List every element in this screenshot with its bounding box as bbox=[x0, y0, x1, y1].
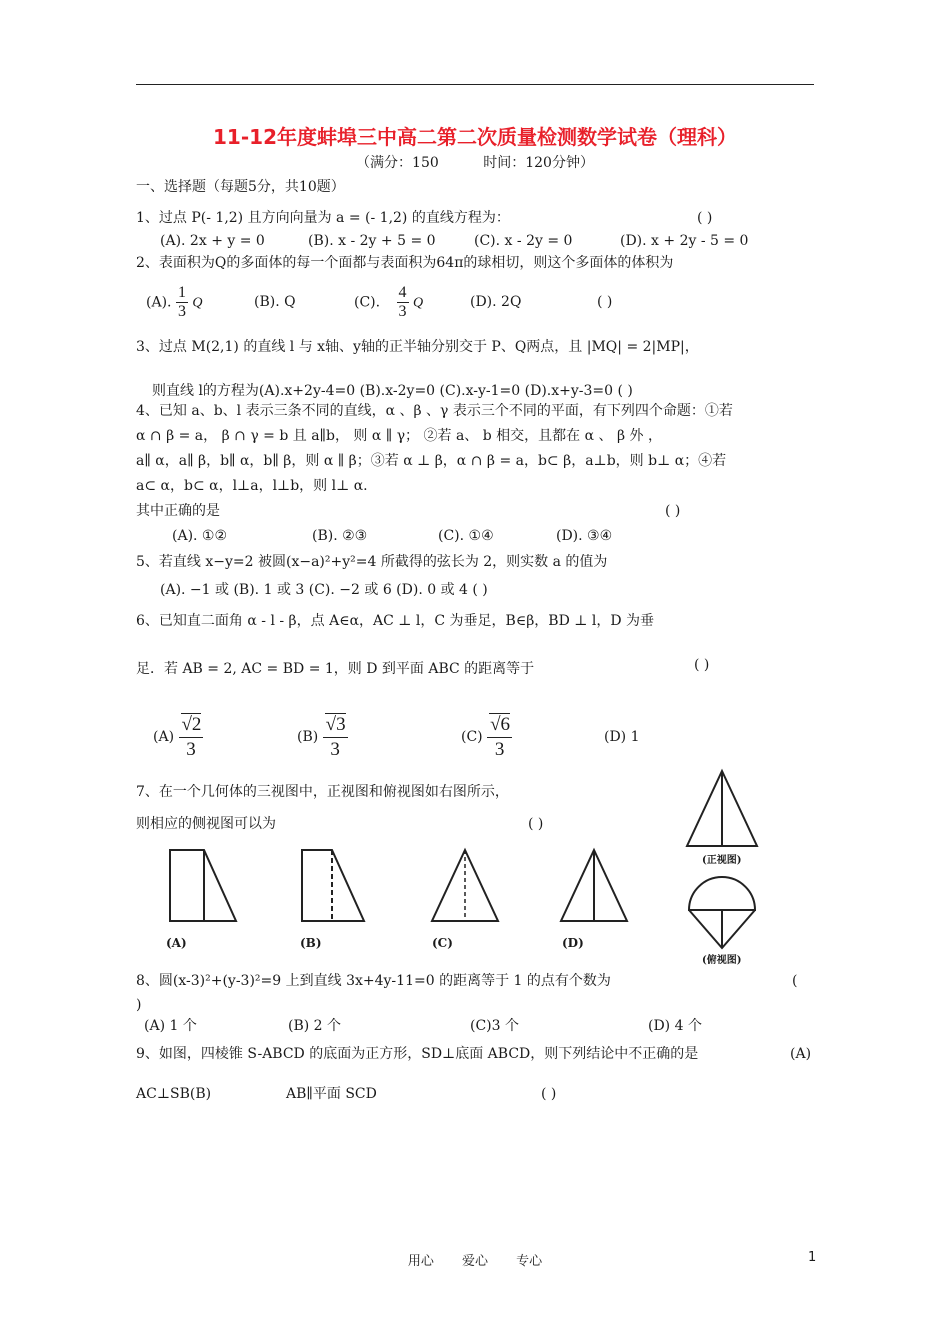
q7-answer-paren: ( ) bbox=[528, 816, 544, 832]
q4-answer-paren: ( ) bbox=[665, 503, 681, 519]
page-number: 1 bbox=[808, 1250, 817, 1265]
q4-line-2: α ∩ β = a， β ∩ γ = b 且 a∥b， 则 α ∥ γ； ②若 a、 b 相交，且都在 α 、 β 外 ， bbox=[136, 428, 662, 444]
q8-paren-open: ( bbox=[792, 973, 798, 989]
q4-option-d: (D). ③④ bbox=[556, 528, 613, 544]
q7-label-a: (A) bbox=[166, 936, 187, 950]
q1-option-a: (A). 2x + y = 0 bbox=[160, 233, 265, 249]
q6-line-1: 6、已知直二面角 α - l - β，点 A∈α，AC ⊥ l，C 为垂足，B∈β，BD ⊥ l，D 为垂 bbox=[136, 613, 655, 629]
q6-c-fraction: $\frac{√6}{3}$ bbox=[487, 713, 512, 762]
q2-option-d: (D). 2Q bbox=[470, 294, 522, 310]
q7-figure-b bbox=[292, 845, 382, 925]
q6-option-d: (D) 1 bbox=[604, 729, 640, 745]
q2-option-a: (A). $\frac{1}{3}$ Q bbox=[146, 284, 203, 320]
q7-figure-c bbox=[425, 845, 515, 925]
q7-front-view-label: (正视图) bbox=[702, 855, 742, 866]
q9-option-a-b: AC⊥SB(B) bbox=[136, 1086, 212, 1102]
q8-option-a: (A) 1 个 bbox=[144, 1018, 197, 1034]
exam-subtitle bbox=[0, 152, 950, 172]
q3-options: 则直线 l的方程为(A).x+2y-4=0 (B).x-2y=0 (C).x-y-1=0 (D).x+y-3=0 ( ) bbox=[152, 383, 633, 399]
q8-option-c: (C)3 个 bbox=[470, 1018, 519, 1034]
page-footer: 用心 爱心 专心 bbox=[407, 1254, 543, 1269]
q4-line-3: a∥ α，a∥ β，b∥ α，b∥ β，则 α ∥ β；③若 α ⊥ β，α ∩ β = a，b⊂ β，a⊥b，则 b⊥ α；④若 bbox=[136, 453, 727, 469]
q8-paren-close: ) bbox=[136, 997, 142, 1013]
q4-line-5: 其中正确的是 bbox=[136, 503, 220, 519]
q7-figure-a bbox=[160, 845, 250, 925]
q2-stem: 2、表面积为Q的多面体的每一个面都与表面积为64π的球相切，则这个多面体的体积为 bbox=[136, 255, 674, 271]
q6-line-2: 足．若 AB = 2, AC = BD = 1，则 D 到平面 ABC 的距离等于 bbox=[136, 661, 535, 677]
q9-option-a-label: (A) bbox=[790, 1046, 812, 1062]
q2-option-c: (C). $\frac{4}{3}$ Q bbox=[354, 284, 424, 320]
q8-stem: 8、圆(x-3)²+(y-3)²=9 上到直线 3x+4y-11=0 的距离等于 1 的点有个数为 bbox=[136, 973, 611, 989]
full-marks: （满分：150 bbox=[356, 155, 439, 171]
q2-option-b: (B). Q bbox=[254, 294, 296, 310]
q6-option-c: (C) $\frac{√6}{3}$ bbox=[461, 713, 511, 760]
q1-stem: 1、过点 P(- 1,2) 且方向向量为 a = (- 1,2) 的直线方程为： bbox=[136, 210, 510, 226]
q7-line-1: 7、在一个几何体的三视图中，正视图和俯视图如右图所示， bbox=[136, 784, 509, 800]
q9-answer-paren: ( ) bbox=[541, 1086, 557, 1102]
q6-b-fraction: $\frac{√3}{3}$ bbox=[323, 713, 348, 762]
q2-a-label: (A). bbox=[146, 294, 172, 311]
q4-line-1: 4、已知 a、b、l 表示三条不同的直线，α 、β 、γ 表示三个不同的平面，有下列四个命题：①若 bbox=[136, 403, 733, 419]
exam-title: 11-12年度蚌埠三中高二第二次质量检测数学试卷（理科） bbox=[213, 125, 737, 149]
q4-line-4: a⊂ α，b⊂ α，l⊥a，l⊥b，则 l⊥ α. bbox=[136, 478, 368, 494]
q5-stem: 5、若直线 x−y=2 被圆(x−a)²+y²=4 所截得的弦长为 2，则实数 a 的值为 bbox=[136, 554, 608, 570]
q6-option-b: (B) $\frac{√3}{3}$ bbox=[297, 713, 346, 760]
q2-a-fraction: $\frac{1}{3}$ bbox=[177, 284, 186, 320]
q6-answer-paren: ( ) bbox=[694, 657, 710, 673]
q8-option-d: (D) 4 个 bbox=[648, 1018, 702, 1034]
header-rule bbox=[136, 84, 814, 85]
q5-options: (A). −1 或 (B). 1 或 3 (C). −2 或 6 (D). 0 或 4 ( ) bbox=[160, 582, 488, 598]
q7-top-view-label: (俯视图) bbox=[702, 955, 742, 966]
q2-answer-paren: ( ) bbox=[597, 294, 613, 310]
q7-top-view-figure bbox=[682, 872, 772, 952]
q8-option-b: (B) 2 个 bbox=[288, 1018, 342, 1034]
q6-option-a: (A) $\frac{√2}{3}$ bbox=[153, 713, 202, 760]
q7-label-b: (B) bbox=[300, 936, 322, 950]
q7-front-view-figure bbox=[682, 766, 772, 850]
section-heading: 一、选择题（每题5分，共10题） bbox=[136, 179, 345, 195]
exam-time: 时间：120分钟） bbox=[483, 155, 594, 171]
q7-line-2: 则相应的侧视图可以为 bbox=[136, 816, 276, 832]
q2-c-fraction: $\frac{4}{3}$ bbox=[398, 284, 407, 320]
q4-option-c: (C). ①④ bbox=[438, 528, 494, 544]
q4-option-b: (B). ②③ bbox=[312, 528, 368, 544]
q7-figure-d bbox=[555, 845, 645, 925]
q4-option-a: (A). ①② bbox=[172, 528, 228, 544]
q9-stem: 9、如图，四棱锥 S-ABCD 的底面为正方形，SD⊥底面 ABCD，则下列结论中不正确的是 bbox=[136, 1046, 699, 1062]
q1-option-d: (D). x + 2y - 5 = 0 bbox=[620, 233, 749, 249]
q3-stem: 3、过点 M(2,1) 的直线 l 与 x轴、y轴的正半轴分别交于 P、Q两点，且 |MQ| = 2|MP|， bbox=[136, 339, 699, 355]
q7-label-c: (C) bbox=[432, 936, 453, 950]
q1-answer-paren: ( ) bbox=[697, 210, 713, 226]
q1-option-b: (B). x - 2y + 5 = 0 bbox=[308, 233, 436, 249]
q1-option-c: (C). x - 2y = 0 bbox=[474, 233, 573, 249]
q9-option-b-text: AB∥平面 SCD bbox=[286, 1086, 377, 1102]
q6-a-fraction: $\frac{√2}{3}$ bbox=[179, 713, 204, 762]
q7-label-d: (D) bbox=[562, 936, 584, 950]
